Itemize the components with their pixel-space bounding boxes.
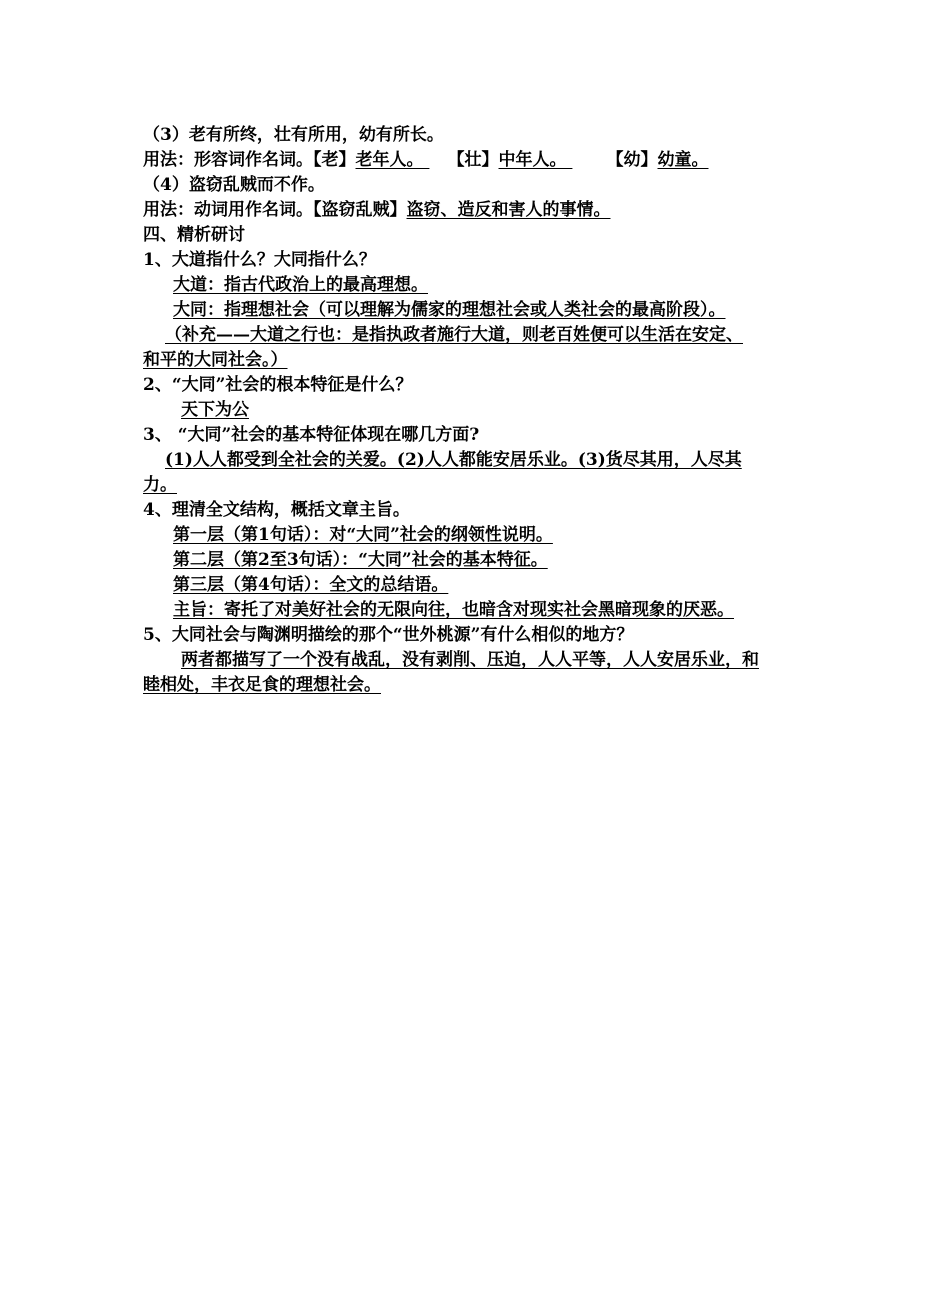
question-3: 3、 “大同”社会的基本特征体现在哪几方面?	[143, 425, 480, 445]
usage-3-key-old: 【老】	[313, 150, 356, 170]
usage-3-value-old: 老年人。	[355, 150, 424, 170]
answer-1-supplement-text2: 和平的大同社会。）	[143, 350, 288, 370]
usage-4-prefix: 用法：动词用作名词。	[143, 200, 313, 220]
structure-layer-2	[173, 548, 863, 572]
blank-underline	[424, 148, 448, 172]
usage-4	[143, 198, 833, 222]
usage-3	[143, 148, 833, 172]
usage-4-value: 盗窃、造反和害人的事情。	[406, 200, 611, 220]
answer-3-line2	[143, 473, 833, 497]
blank-underline	[567, 148, 607, 172]
structure-layer-3-text: 第三层（第4句话）：全文的总结语。	[173, 575, 449, 595]
usage-3-prefix: 用法：形容词作名词。	[143, 150, 313, 170]
answer-2	[181, 398, 871, 422]
answer-3-text2: 力。	[143, 475, 177, 495]
question-2: 2、“大同”社会的根本特征是什么？	[143, 375, 413, 395]
answer-1-datong	[173, 298, 863, 322]
structure-layer-2-text: 第二层（第2至3句话）：“大同”社会的基本特征。	[173, 550, 548, 570]
usage-3-key-young: 【幼】	[606, 150, 658, 170]
structure-layer-1-text: 第一层（第1句话）：对“大同”社会的纲领性说明。	[173, 525, 553, 545]
answer-2-text: 天下为公	[181, 400, 249, 420]
usage-3-value-young: 幼童。	[657, 150, 709, 170]
question-4: 4、理清全文结构，概括文章主旨。	[143, 500, 410, 520]
quote-3: （3）老有所终，壮有所用，幼有所长。	[143, 125, 444, 145]
answer-1-datong-text: 大同：指理想社会（可以理解为儒家的理想社会或人类社会的最高阶段）。	[173, 300, 726, 320]
answer-5-line1	[181, 648, 871, 672]
usage-3-value-strong: 中年人。	[498, 150, 567, 170]
question-5: 5、大同社会与陶渊明描绘的那个“世外桃源”有什么相似的地方？	[143, 625, 634, 645]
theme	[173, 598, 863, 622]
answer-5-text2: 睦相处，丰衣足食的理想社会。	[143, 675, 381, 695]
answer-1-supplement-line1	[165, 323, 855, 347]
usage-4-key: 【盗窃乱贼】	[313, 200, 407, 220]
usage-3-key-strong: 【壮】	[447, 150, 499, 170]
question-1: 1、大道指什么？大同指什么？	[143, 250, 376, 270]
answer-5-line2	[143, 673, 833, 697]
answer-3-line1	[165, 448, 855, 472]
answer-1-dadao	[173, 273, 863, 297]
section-heading: 四、精析研讨	[143, 225, 245, 245]
theme-text: 主旨：寄托了对美好社会的无限向往，也暗含对现实社会黑暗现象的厌恶。	[173, 600, 734, 620]
answer-3-text1: (1)人人都受到全社会的关爱。(2)人人都能安居乐业。(3)货尽其用，人尽其	[165, 450, 742, 470]
answer-1-supplement-text1: （补充——大道之行也：是指执政者施行大道，则老百姓便可以生活在安定、	[165, 325, 743, 345]
answer-5-text1: 两者都描写了一个没有战乱，没有剥削、压迫，人人平等，人人安居乐业，和	[181, 650, 759, 670]
structure-layer-1	[173, 523, 863, 547]
answer-1-dadao-text: 大道：指古代政治上的最高理想。	[173, 275, 428, 295]
structure-layer-3	[173, 573, 863, 597]
answer-1-supplement-line2	[143, 348, 833, 372]
quote-4: （4）盗窃乱贼而不作。	[143, 175, 325, 195]
